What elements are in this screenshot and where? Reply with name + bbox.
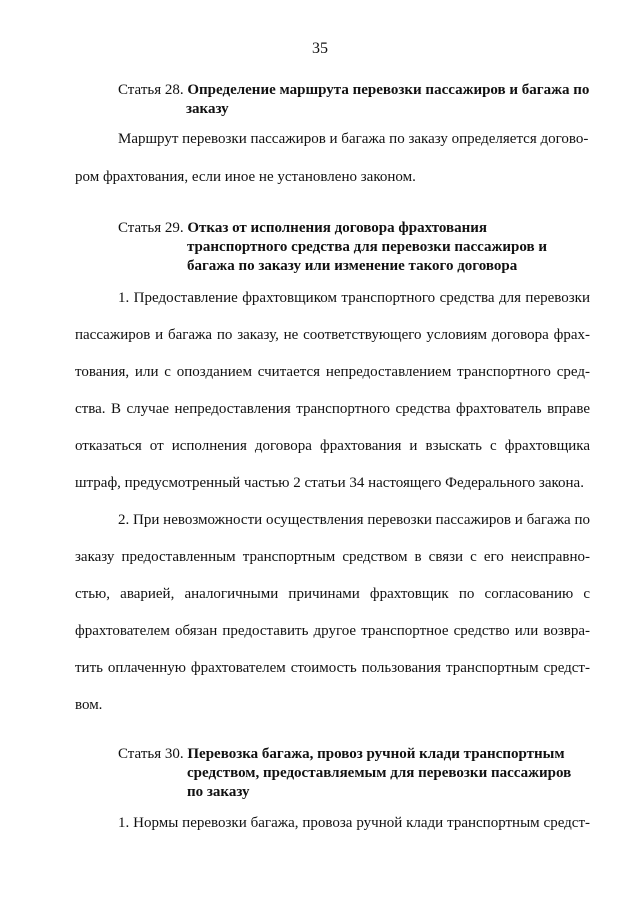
article-30-label: Статья 30. (118, 746, 184, 762)
article-28-title-line-2: заказу (186, 101, 229, 117)
article-28-title-line-1: Определение маршрута перевозки пассажиров и багажа по (187, 82, 590, 98)
article-29-p1-line: штраф, предусмотренный частью 2 статьи 34 настоящего Федерального закона. (75, 475, 584, 491)
article-29-label: Статья 29. (118, 220, 184, 236)
article-30-title-line-2: средством, предоставляемым для перевозки пассажиров (187, 765, 572, 781)
article-29-title-line-2: транспортного средства для перевозки пассажиров и (187, 239, 547, 255)
article-28-paragraph-line: Маршрут перевозки пассажиров и багажа по заказу определяется догово- (118, 131, 589, 147)
article-29-p1-line: ства. В случае непредоставления транспортного средства фрахтователь вправе (75, 401, 590, 417)
article-30-p1-line: 1. Нормы перевозки багажа, провоза ручной клади транспортным средст- (118, 815, 590, 831)
article-28-heading (118, 81, 589, 119)
article-29-p2-line: 2. При невозможности осуществления перевозки пассажиров и багажа по (118, 512, 590, 528)
article-29-p2-line: фрахтователем обязан предоставить другое транспортное средство или возвра- (75, 623, 590, 639)
article-29-p2-line: стью, аварией, аналогичными причинами фрахтовщик по согласованию с (75, 586, 590, 602)
article-29-title-line-3: багажа по заказу или изменение такого договора (187, 258, 518, 274)
article-28-label: Статья 28. (118, 82, 184, 98)
article-29-p2-line: заказу предоставленным транспортным средством в связи с его неисправно- (75, 549, 590, 565)
article-29-p2-line: тить оплаченную фрахтователем стоимость пользования транспортным средст- (75, 660, 590, 676)
article-30-title-line-1: Перевозка багажа, провоз ручной клади транспортным (187, 746, 565, 762)
article-28-paragraph-line: ром фрахтования, если иное не установлено законом. (75, 169, 416, 185)
page-number: 35 (312, 40, 328, 57)
article-30-heading (118, 745, 571, 802)
article-30-title-line-3: по заказу (187, 784, 250, 800)
article-29-title-line-1: Отказ от исполнения договора фрахтования (187, 220, 488, 236)
article-29-p2-line: вом. (75, 697, 103, 713)
article-29-p1-line: отказаться от исполнения договора фрахтования и взыскать с фрахтовщика (75, 438, 590, 454)
article-29-p1-line: тования, или с опозданием считается непредоставлением транспортного сред- (75, 364, 590, 380)
article-29-heading (118, 219, 547, 276)
article-29-p1-line: пассажиров и багажа по заказу, не соответствующего условиям договора фрах- (75, 327, 590, 343)
article-29-p1-line: 1. Предоставление фрахтовщиком транспортного средства для перевозки (118, 290, 590, 306)
